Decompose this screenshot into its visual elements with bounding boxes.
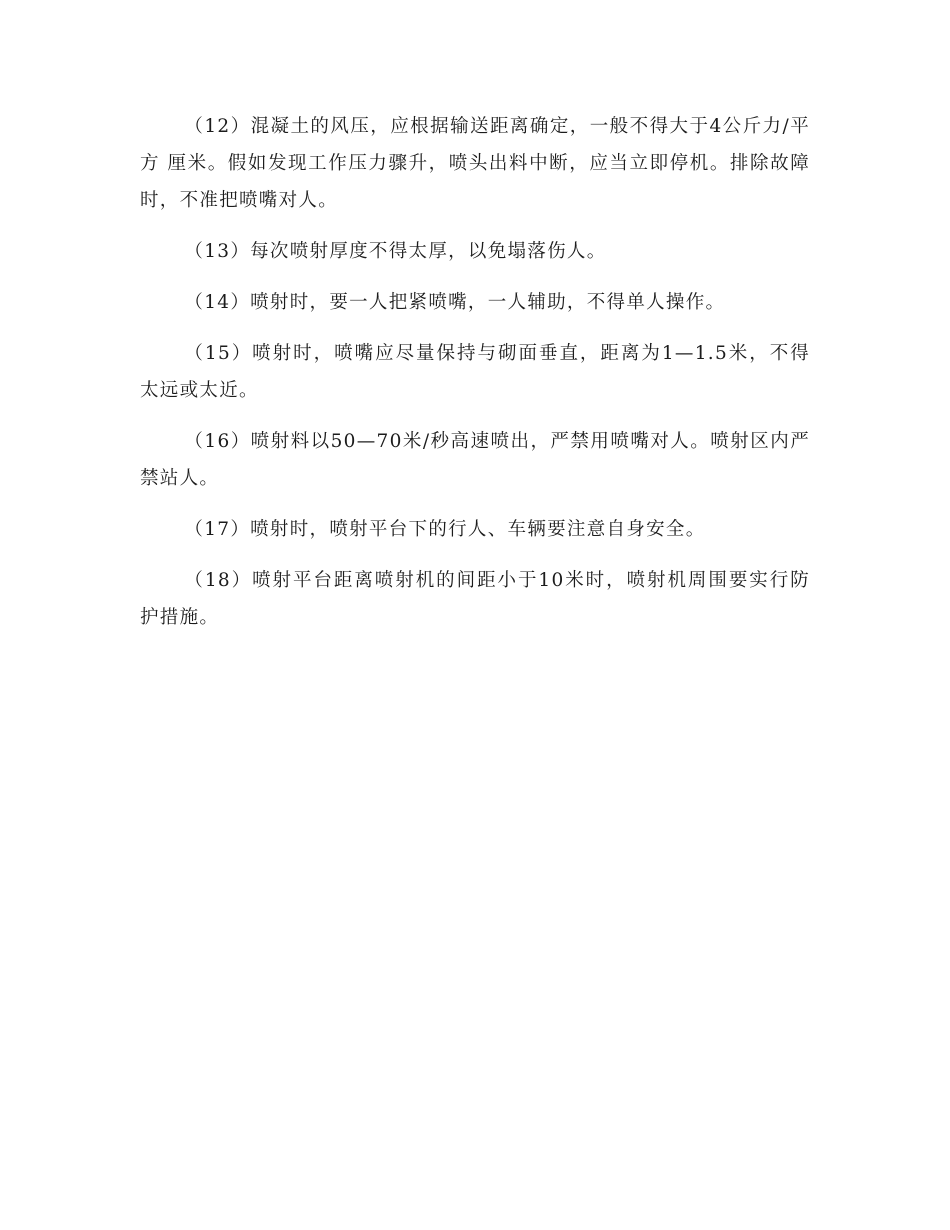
paragraph-12: （12）混凝土的风压，应根据输送距离确定，一般不得大于4公斤力/平方 厘米。假如发现工作压力骤升，喷头出料中断，应当立即停机。排除故障时，不准把喷嘴对人。 [140, 116, 810, 211]
paragraph-16: （16）喷射料以50—70米/秒高速喷出，严禁用喷嘴对人。喷射区内严禁站人。 [140, 431, 810, 489]
paragraph-14: （14）喷射时，要一人把紧喷嘴，一人辅助，不得单人操作。 [184, 292, 726, 313]
paragraph-15: （15）喷射时，喷嘴应尽量保持与砌面垂直，距离为1—1.5米，不得太远或太近。 [140, 343, 810, 401]
paragraph-18: （18）喷射平台距离喷射机的间距小于10米时，喷射机周围要实行防护措施。 [140, 570, 810, 628]
paragraph-13: （13）每次喷射厚度不得太厚，以免塌落伤人。 [184, 241, 607, 262]
document-body [140, 108, 810, 650]
paragraph-17: （17）喷射时，喷射平台下的行人、车辆要注意自身安全。 [184, 519, 706, 540]
